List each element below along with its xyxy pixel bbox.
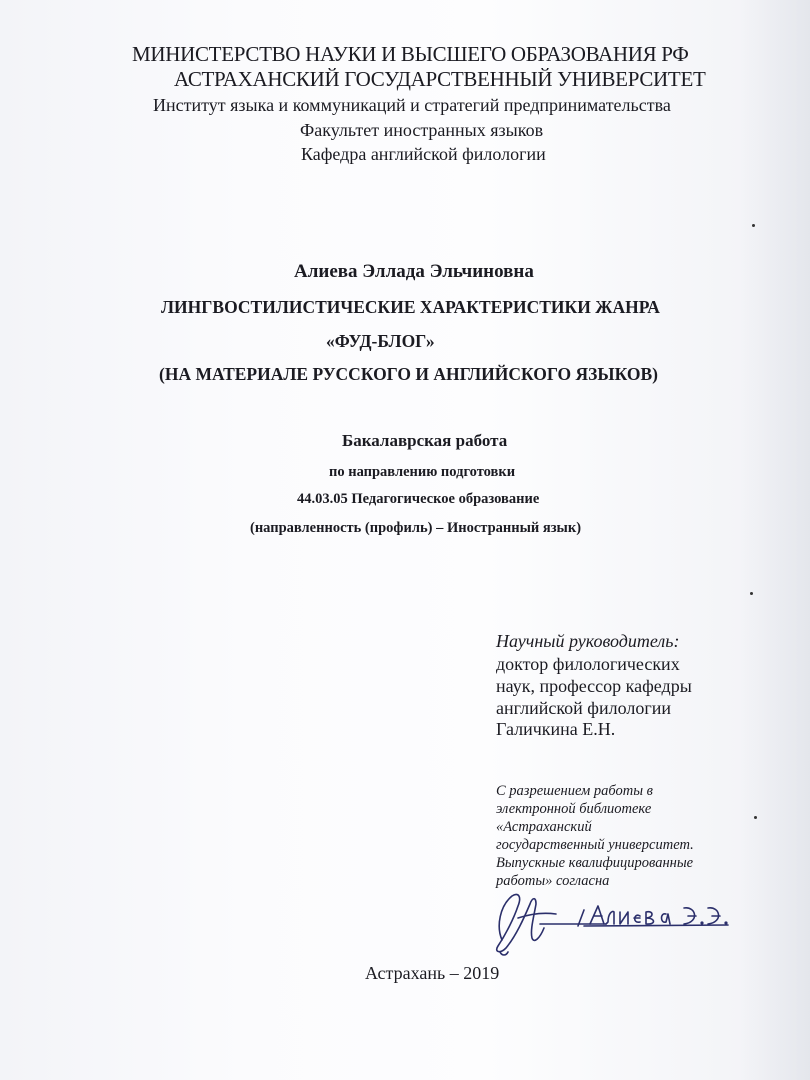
scan-speck <box>752 224 755 227</box>
scan-speck <box>754 816 757 819</box>
permission-line-2: электронной библиотеке <box>496 801 652 817</box>
institute-line: Институт языка и коммуникаций и стратегий предпринимательства <box>153 95 671 115</box>
permission-line-6: работы» согласна <box>496 873 610 889</box>
scan-speck <box>750 592 753 595</box>
title-line-2: «ФУД-БЛОГ» <box>326 331 435 351</box>
permission-line-5: Выпускные квалифицированные <box>496 855 694 871</box>
department-line: Кафедра английской филологии <box>301 144 546 164</box>
faculty-line: Факультет иностранных языков <box>300 120 544 140</box>
supervisor-name: Галичкина Е.Н. <box>496 719 616 739</box>
supervisor-position: наук, профессор кафедры <box>496 676 692 696</box>
city-year: Астрахань – 2019 <box>365 963 500 983</box>
title-line-3: (НА МАТЕРИАЛЕ РУССКОГО И АНГЛИЙСКОГО ЯЗЫКОВ) <box>159 364 658 384</box>
handwritten-signature <box>478 878 748 958</box>
permission-line-4: государственный университет. <box>496 837 694 853</box>
direction-label: по направлению подготовки <box>329 464 516 480</box>
page-shadow <box>740 0 810 1080</box>
permission-line-1: С разрешением работы в <box>496 783 653 799</box>
work-type: Бакалаврская работа <box>342 431 508 450</box>
author-name: Алиева Эллада Эльчиновна <box>294 261 534 282</box>
permission-line-3: «Астраханский <box>496 819 592 835</box>
svg-text:/ Алиева Э.Э.: / Алиева Э.Э. <box>478 878 484 879</box>
program-profile: (направленность (профиль) – Иностранный язык) <box>250 520 582 536</box>
university-line: АСТРАХАНСКИЙ ГОСУДАРСТВЕННЫЙ УНИВЕРСИТЕТ <box>174 67 706 91</box>
supervisor-department: английской филологии <box>496 698 671 718</box>
supervisor-heading: Научный руководитель: <box>496 631 680 651</box>
ministry-line: МИНИСТЕРСТВО НАУКИ И ВЫСШЕГО ОБРАЗОВАНИЯ РФ <box>132 42 689 66</box>
title-line-1: ЛИНГВОСТИЛИСТИЧЕСКИЕ ХАРАКТЕРИСТИКИ ЖАНРА <box>161 297 660 317</box>
program-code: 44.03.05 Педагогическое образование <box>297 491 540 507</box>
supervisor-degree: доктор филологических <box>496 654 680 674</box>
